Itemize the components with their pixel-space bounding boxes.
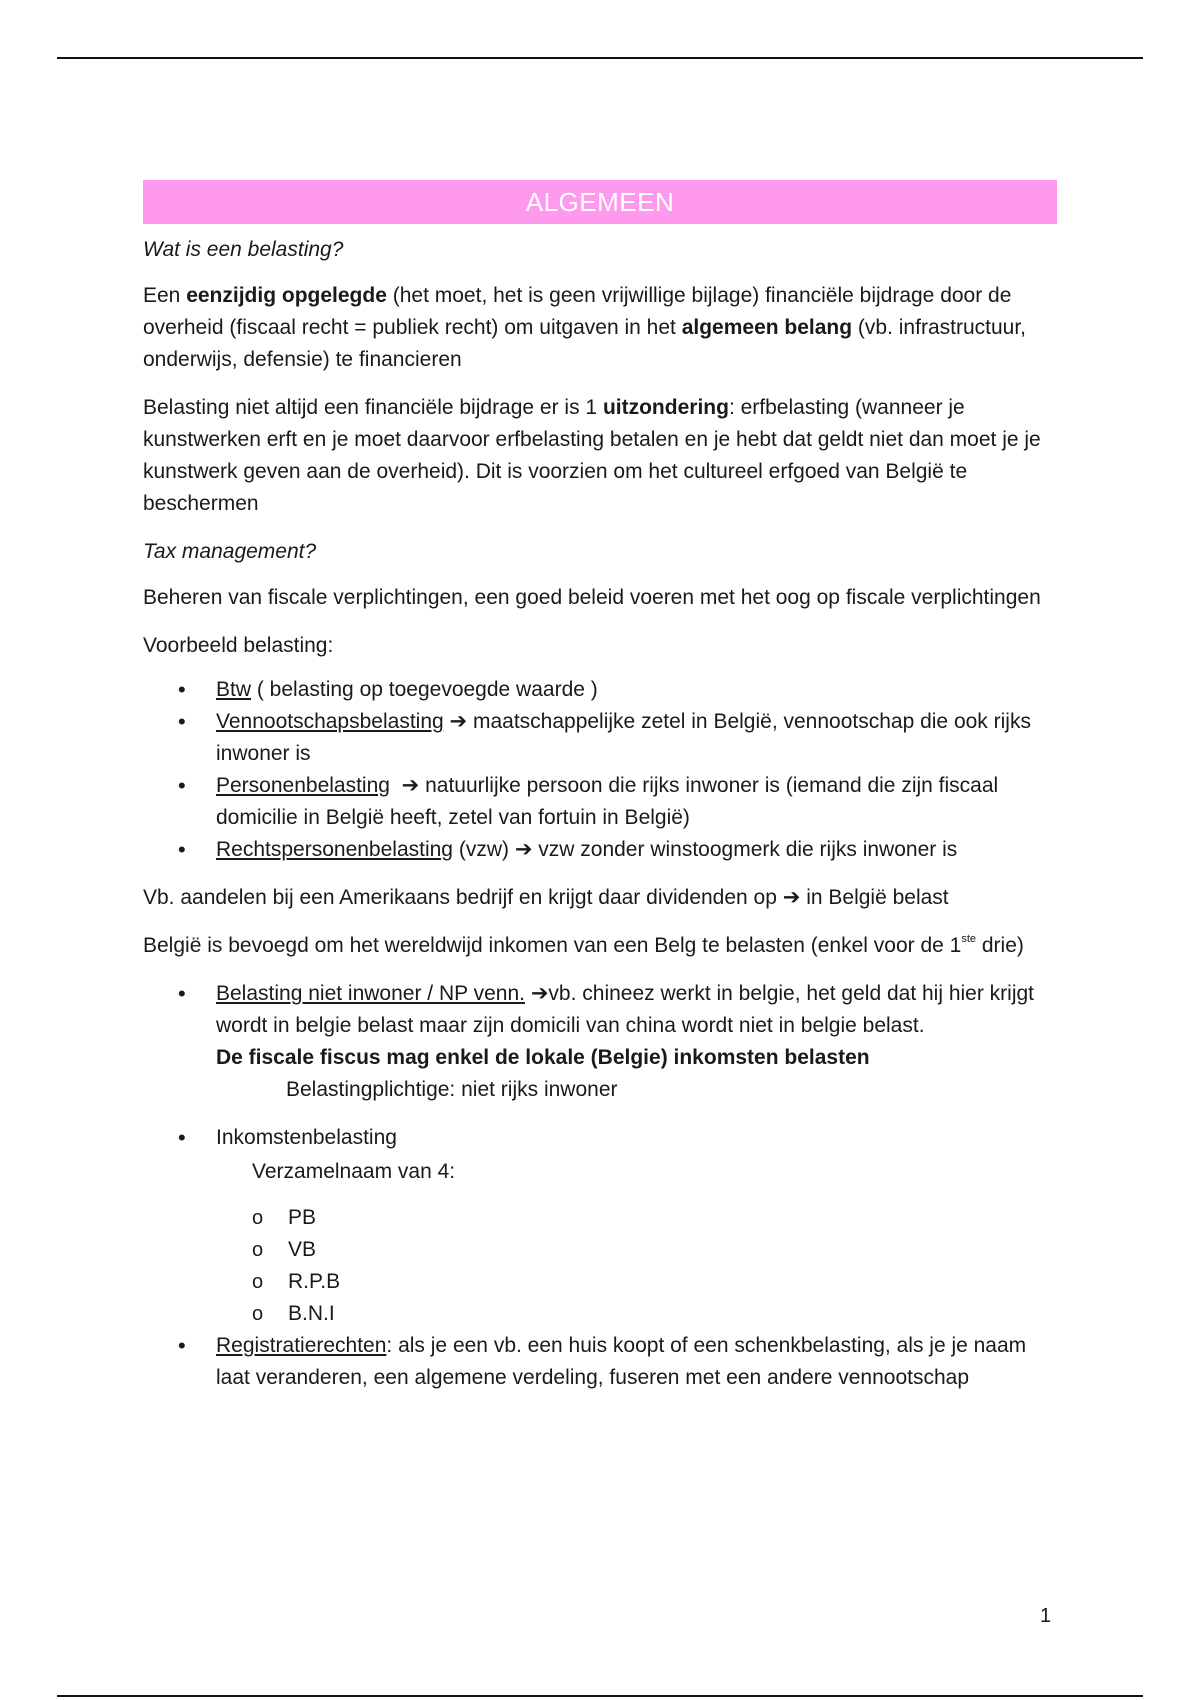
exception-paragraph <box>143 392 1057 520</box>
text: (het moet, het is geen vrijwillige bijlage) financiële bijdrage door de overheid (fiscaal recht = publiek recht) om uitgaven in het <box>143 284 1012 339</box>
definition-paragraph <box>143 280 1057 376</box>
text: maatschappelijke zetel in België, vennootschap die ook rijks inwoner is <box>216 710 1031 765</box>
bold-term: uitzondering <box>602 396 729 419</box>
superscript: ste <box>961 933 977 945</box>
text: vzw zonder winstoogmerk die rijks inwoner is <box>532 838 958 861</box>
text: vb. chineez werkt in belgie, het geld dat hij hier krijgt wordt in belgie belast maar zijn domicili van china wordt niet in belgie belast. <box>216 982 1035 1037</box>
text: (vb. infrastructuur, onderwijs, defensie) te financieren <box>143 316 1026 371</box>
list-item <box>143 674 1057 706</box>
text: in België belast <box>800 886 949 909</box>
document-body <box>143 180 1057 1410</box>
text: Vb. aandelen bij een Amerikaans bedrijf en krijgt daar dividenden op <box>143 886 783 909</box>
text: België is bevoegd om het wereldwijd inkomen van een Belg te belasten (enkel voor de 1 <box>143 934 962 957</box>
term: Inkomstenbelasting <box>216 1126 397 1149</box>
dividend-example <box>143 882 1057 914</box>
worldwide-income-paragraph <box>143 930 1057 962</box>
footer-rule <box>57 1695 1143 1697</box>
note: Belastingplichtige: niet rijks inwoner <box>286 1078 618 1101</box>
example-intro: Voorbeeld belasting: <box>143 634 334 657</box>
page-number: 1 <box>1040 1605 1052 1627</box>
tax-categories-list <box>143 978 1057 1394</box>
list-item-registration <box>143 1330 1057 1394</box>
underlined-term: Personenbelasting <box>216 774 390 797</box>
sub-list-item: o VB <box>216 1234 1057 1266</box>
underlined-term: Belasting niet inwoner / NP venn. <box>216 982 525 1005</box>
question-tax-management: Tax management? <box>143 540 317 563</box>
list-item-non-resident <box>143 978 1057 1106</box>
bold-term: eenzijdig opgelegde <box>186 284 387 307</box>
text: Belasting niet altijd een financiële bijdrage er is 1 <box>143 396 603 419</box>
header-rule <box>57 57 1143 59</box>
question-belasting: Wat is een belasting? <box>143 238 344 261</box>
underlined-term: Registratierechten <box>216 1334 387 1357</box>
text: (vzw) <box>453 838 515 861</box>
text: natuurlijke persoon die rijks inwoner is (iemand die zijn fiscaal domicilie in België heeft, zetel van fortuin in België) <box>216 774 999 829</box>
list-item <box>143 834 1057 866</box>
underlined-term: Btw <box>216 678 252 701</box>
arrow-right-icon: ➔ <box>530 982 549 1005</box>
arrow-right-icon: ➔ <box>782 886 801 909</box>
underlined-term: Rechtspersonenbelasting <box>216 838 453 861</box>
arrow-right-icon: ➔ <box>401 774 420 797</box>
tax-types-list <box>143 674 1057 866</box>
arrow-right-icon: ➔ <box>449 710 468 733</box>
text: drie) <box>976 934 1024 957</box>
text: : als je een vb. een huis koopt of een schenkbelasting, als je je naam laat veranderen, een algemene verdeling, fuseren met een andere vennootschap <box>216 1334 1027 1389</box>
list-item <box>143 706 1057 770</box>
text: Een <box>143 284 187 307</box>
tax-management-paragraph: Beheren van fiscale verplichtingen, een goed beleid voeren met het oog op fiscale verplichtingen <box>143 586 1041 609</box>
arrow-right-icon: ➔ <box>514 838 533 861</box>
sub-list-item: o B.N.I <box>216 1298 1057 1330</box>
bold-term: algemeen belang <box>681 316 853 339</box>
text: ( belasting op toegevoegde waarde ) <box>251 678 598 701</box>
list-item-income-tax <box>143 1122 1057 1330</box>
bold-statement: De fiscale fiscus mag enkel de lokale (Belgie) inkomsten belasten <box>216 1046 870 1069</box>
sub-list-item: o PB <box>216 1202 1057 1234</box>
section-heading: ALGEMEEN <box>143 180 1057 224</box>
note: Verzamelnaam van 4: <box>252 1160 456 1183</box>
sub-list <box>216 1202 1057 1330</box>
underlined-term: Vennootschapsbelasting <box>216 710 444 733</box>
text: : erfbelasting (wanneer je kunstwerken erft en je moet daarvoor erfbelasting betalen en je hebt dat geldt niet dan moet je je kunstwerk geven aan de overheid). Dit is voorzien om het cultureel erfgoed van België te beschermen <box>143 396 1041 515</box>
sub-list-item: o R.P.B <box>216 1266 1057 1298</box>
list-item <box>143 770 1057 834</box>
